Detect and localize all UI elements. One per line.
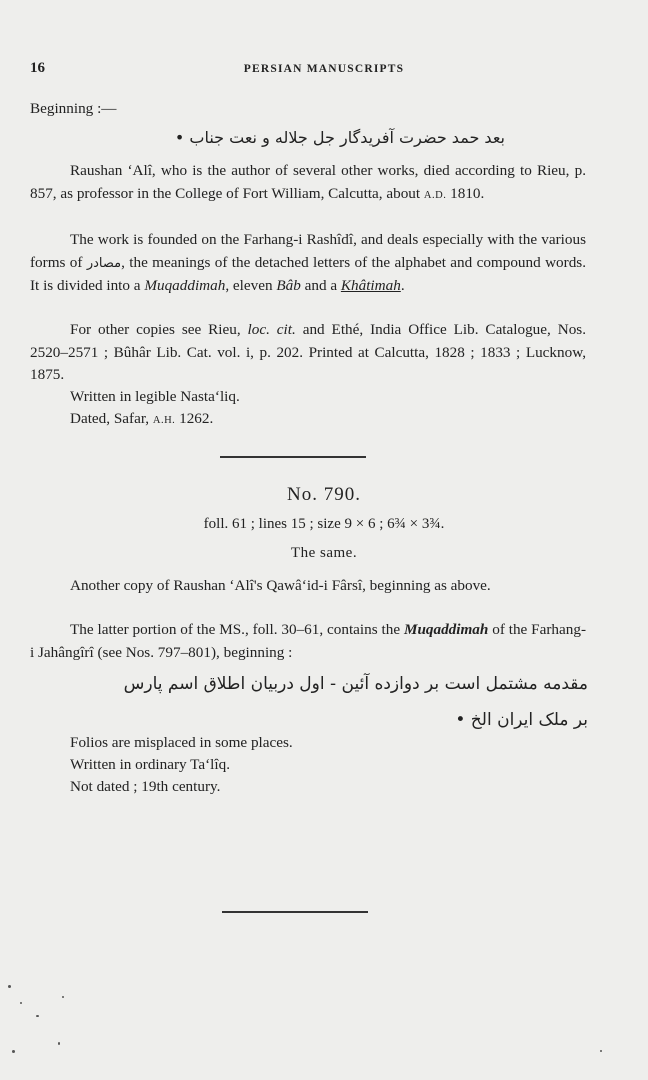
paper-speck	[20, 1002, 22, 1004]
paragraph-work: The work is founded on the Farhang-i Rashîdî, and deals especially with the various forms of مصادر, the meanings of the detached letters of the alphabet and compound words. It is divided into a Muqaddimah, eleven Bâb and a Khâtimah.	[30, 231, 586, 295]
paper-speck	[36, 1015, 39, 1017]
entry-number: No. 790.	[287, 484, 361, 505]
beginning-persian-text: بعد حمد حضرت آفریدگار جل جلاله و نعت جناب •	[174, 128, 505, 147]
paragraph-copies: For other copies see Rieu, loc. cit. and Ethé, India Office Lib. Catalogue, Nos. 2520–2571 ; Bûhâr Lib. Cat. vol. i, p. 202. Printed at Calcutta, 1828 ; 1833 ; Lucknow, 1875.	[30, 321, 586, 384]
persian-line-1: مقدمه مشتمل است بر دوازده آئین - اول دربیان اطلاق اسم پارس	[123, 674, 588, 694]
written-note-2: Written in ordinary Ta‘lîq.	[70, 756, 231, 773]
collation-line: foll. 61 ; lines 15 ; size 9 × 6 ; 6¾ × 3¾.	[203, 516, 445, 532]
bottom-divider	[222, 911, 368, 913]
paper-speck	[8, 985, 11, 988]
folios-note: Folios are misplaced in some places.	[70, 734, 293, 751]
paper-speck	[58, 1042, 60, 1045]
paragraph-latter-portion: The latter portion of the MS., foll. 30–61, contains the Muqaddimah of the Farhang-i Jahângîrî (see Nos. 797–801), beginning :	[30, 621, 586, 661]
running-header: PERSIAN MANUSCRIPTS	[243, 63, 405, 75]
paper-speck	[62, 996, 64, 998]
paragraph-author: Raushan ‘Alî, who is the author of several other works, died according to Rieu, p. 857, as professor in the College of Fort William, Calcutta, about A.D. 1810.	[30, 162, 586, 202]
dated-note: Dated, Safar, A.H. 1262.	[70, 410, 214, 427]
dated-note-2: Not dated ; 19th century.	[70, 778, 221, 795]
paper-speck	[600, 1050, 602, 1052]
written-note: Written in legible Nasta‘liq.	[70, 388, 240, 405]
persian-line-2: بر ملک ایران الخ •	[455, 710, 588, 730]
beginning-label: Beginning :—	[30, 100, 117, 117]
section-divider	[220, 456, 366, 458]
paragraph-another-copy: Another copy of Raushan ‘Alî's Qawâ‘id-i Fârsî, beginning as above.	[70, 577, 491, 594]
page-number: 16	[30, 60, 45, 76]
same-note: The same.	[290, 545, 358, 561]
paper-speck	[12, 1050, 15, 1053]
